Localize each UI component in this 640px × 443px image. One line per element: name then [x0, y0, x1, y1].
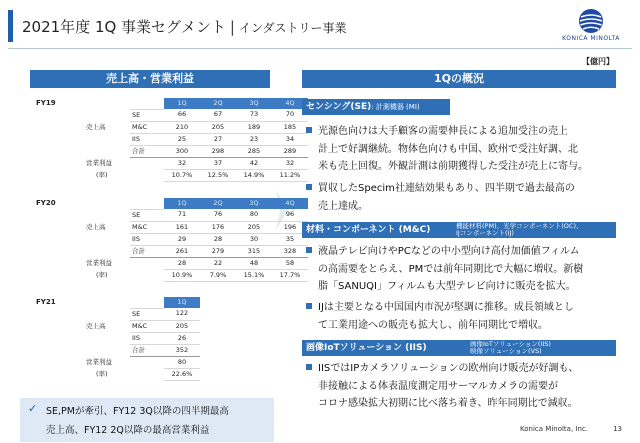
section-subtitle [470, 341, 551, 355]
unit-label: 【億円】 [582, 57, 614, 66]
year-label: FY21 [36, 298, 56, 306]
table-cell: 328 [272, 245, 308, 257]
bullet-square-icon [306, 184, 312, 190]
group-label: 売上高 [86, 122, 106, 131]
row-label: M&C [130, 320, 164, 332]
table-cell: 261 [164, 245, 200, 257]
table-cell: 205 [236, 221, 272, 233]
table-cell: 196 [272, 221, 308, 233]
bullet-text: 売上達成。 [318, 200, 368, 212]
section-title: 画像IoTソリューション (IIS) [306, 343, 427, 353]
checkmark-icon: ✓ [28, 402, 38, 415]
note-line: SE,PMが牽引、FY12 3Q以降の四半期最高 [46, 406, 229, 417]
table-cell: 96 [272, 209, 308, 221]
table-row [30, 257, 308, 269]
page-number: 13 [613, 425, 622, 433]
table-cell: 73 [236, 109, 272, 121]
section-subtitle-line: IJコンポーネント(IJ) [456, 229, 514, 237]
sales-profit-heading: 売上高・営業利益 [30, 70, 270, 88]
table-cell: 15.1% [236, 269, 272, 281]
table-cell: 32 [272, 157, 308, 169]
bullet-text: IISではIPカメラソリューションの欧州向け販売が好調も、 [318, 363, 579, 374]
table-cell: 23 [236, 133, 272, 145]
bullet-text: 買収したSpecim社連結効果もあり、四半期で過去最高の [318, 183, 575, 194]
page-title [22, 16, 347, 37]
bullet-square-icon [306, 303, 312, 309]
bullet-text: 脂「SANUQI」フィルムも大型テレビ向けに販売を拡大。 [318, 281, 576, 292]
row-label: IIS [130, 233, 164, 245]
table-cell: 10.7% [164, 169, 200, 181]
title-accent-bar [8, 10, 13, 42]
row-label: 営業利益 [86, 258, 112, 267]
table-row [30, 368, 200, 380]
bullet-square-icon [306, 364, 312, 370]
table-row [30, 145, 308, 157]
table-cell: 315 [236, 245, 272, 257]
table-cell: 122 [164, 308, 200, 320]
table-cell: 28 [164, 257, 200, 269]
bullet-text: コロナ感染拡大初期に比べ落ち着き、昨年同期比で減収。 [318, 398, 578, 409]
table-cell: 48 [236, 257, 272, 269]
bullet-item [306, 180, 575, 215]
table-cell: 32 [164, 157, 200, 169]
table-cell: 12.5% [200, 169, 236, 181]
table-row [30, 332, 200, 344]
table-row [30, 320, 200, 332]
bullet-text: の高需要をとらえ、PMでは前年同期比で大幅に増収。新樹 [318, 263, 584, 275]
table-cell: 80 [164, 356, 200, 368]
table-cell: 176 [200, 221, 236, 233]
quarter-header: 1Q [164, 198, 200, 209]
quarter-header: 4Q [272, 98, 308, 109]
table-cell: 22.6% [164, 368, 200, 380]
row-label: IIS [130, 332, 164, 344]
bullet-text: 計上で好調継続。物体色向けも中国、欧州で受注好調、北 [318, 143, 578, 155]
table-cell: 26 [164, 332, 200, 344]
row-label: M&C [130, 121, 164, 133]
bullet-text: IJは主要となる中国国内市況が堅調に推移。成長領域とし [318, 302, 574, 313]
row-label: 営業利益 [86, 158, 112, 167]
table-cell: 298 [200, 145, 236, 157]
table-cell: 205 [200, 121, 236, 133]
table-cell: 285 [236, 145, 272, 157]
table-cell: 189 [236, 121, 272, 133]
row-label: 合計 [130, 145, 164, 157]
table-cell: 205 [164, 320, 200, 332]
table-row [30, 157, 308, 169]
table-row [30, 245, 308, 257]
table-cell: 210 [164, 121, 200, 133]
table-cell: 17.7% [272, 269, 308, 281]
overview-heading: 1Qの概況 [302, 70, 616, 88]
table-cell: 42 [236, 157, 272, 169]
table-cell: 28 [200, 233, 236, 245]
table-cell: 66 [164, 109, 200, 121]
table-cell: 35 [272, 233, 308, 245]
group-label: 売上高 [86, 321, 106, 330]
bullet-square-icon [306, 127, 312, 133]
title-main: 2021年度 1Q 事業セグメント [22, 18, 226, 36]
fy21-table [30, 297, 200, 381]
summary-note [20, 398, 274, 442]
table-cell: 70 [272, 109, 308, 121]
table-cell: 11.2% [272, 169, 308, 181]
title-subtitle: インダストリー事業 [238, 21, 347, 35]
row-label: SE [130, 109, 164, 121]
table-cell: 10.9% [164, 269, 200, 281]
table-row [30, 308, 200, 320]
table-cell: 37 [200, 157, 236, 169]
bullet-text: 光源色向けは大手顧客の需要伸長による追加受注の売上 [318, 126, 568, 137]
bullet-item [306, 123, 588, 176]
quarter-header: 1Q [164, 297, 200, 308]
year-label: FY20 [36, 199, 56, 207]
table-row [30, 121, 308, 133]
bullet-item [306, 243, 583, 296]
section-subtitle-line: 映像ソリューション(VS) [470, 347, 542, 355]
row-label: 合計 [130, 245, 164, 257]
table-row [30, 269, 308, 281]
table-row [30, 356, 200, 368]
row-label: (率) [96, 270, 108, 279]
table-cell: 279 [200, 245, 236, 257]
row-label: M&C [130, 221, 164, 233]
table-row [30, 233, 308, 245]
table-cell: 22 [200, 257, 236, 269]
quarter-header: 3Q [236, 98, 272, 109]
globe-logo-icon [578, 8, 604, 34]
table-cell: 185 [272, 121, 308, 133]
table-cell: 7.9% [200, 269, 236, 281]
company-logo [556, 8, 626, 42]
table-cell: 289 [272, 145, 308, 157]
table-cell: 352 [164, 344, 200, 356]
quarter-header: 2Q [200, 98, 236, 109]
section-subtitle-line: 機能材料(PM)、光学コンポーネント(OC)、 [456, 222, 583, 230]
table-cell: 80 [236, 209, 272, 221]
bullet-item [306, 299, 574, 334]
table-cell: 58 [272, 257, 308, 269]
bullet-text: 液晶テレビ向けやPCなどの中小型向け高付加価値フィルム [318, 246, 580, 257]
section-header-se [302, 99, 450, 115]
fy20-table [30, 198, 308, 282]
table-cell: 29 [164, 233, 200, 245]
section-title: センシング(SE) [306, 102, 372, 112]
bullet-item [306, 360, 579, 413]
group-label: 売上高 [86, 222, 106, 231]
header-divider [8, 48, 632, 49]
table-row [30, 133, 308, 145]
row-label: SE [130, 308, 164, 320]
section-header-mc [302, 222, 616, 238]
row-label: 合計 [130, 344, 164, 356]
row-label: (率) [96, 369, 108, 378]
title-separator: | [229, 18, 235, 36]
section-subtitle-line: 画像IoTソリューション(IIS) [470, 340, 551, 348]
table-cell: 67 [200, 109, 236, 121]
quarter-header: 1Q [164, 98, 200, 109]
table-cell: 71 [164, 209, 200, 221]
table-row [30, 109, 308, 121]
year-label: FY19 [36, 99, 56, 107]
row-label: SE [130, 209, 164, 221]
table-row [30, 169, 308, 181]
footer-company: Konica Minolta, Inc. [520, 425, 588, 433]
table-cell: 161 [164, 221, 200, 233]
table-cell: 27 [200, 133, 236, 145]
section-subtitle [456, 223, 583, 237]
table-cell: 34 [272, 133, 308, 145]
table-cell: 30 [236, 233, 272, 245]
fy19-table [30, 98, 308, 182]
table-row [30, 344, 200, 356]
quarter-header: 4Q [272, 198, 308, 209]
quarter-header: 3Q [236, 198, 272, 209]
quarter-header: 2Q [200, 198, 236, 209]
row-label: IIS [130, 133, 164, 145]
table-cell: 25 [164, 133, 200, 145]
table-cell: 14.9% [236, 169, 272, 181]
bullet-square-icon [306, 247, 312, 253]
section-subtitle: : 計測機器 (MI) [371, 103, 420, 111]
table-cell: 300 [164, 145, 200, 157]
table-cell: 76 [200, 209, 236, 221]
note-line: 売上高、FY12 2Q以降の最高営業利益 [46, 425, 210, 436]
bullet-text: 非接触による体表温度測定用サーマルカメラの需要が [318, 380, 558, 392]
section-title: 材料・コンポーネント (M&C) [306, 225, 431, 235]
bullet-text: て工業用途への販売も拡大し、前年同期比で増収。 [318, 319, 548, 331]
row-label: 営業利益 [86, 357, 112, 366]
bullet-text: 米も売上回復。外観計測は前期獲得した受注が売上に寄与。 [318, 161, 588, 172]
table-row [30, 221, 308, 233]
section-header-iis [302, 340, 616, 356]
logo-text: KONICA MINOLTA [562, 35, 620, 42]
row-label: (率) [96, 170, 108, 179]
table-row [30, 209, 308, 221]
